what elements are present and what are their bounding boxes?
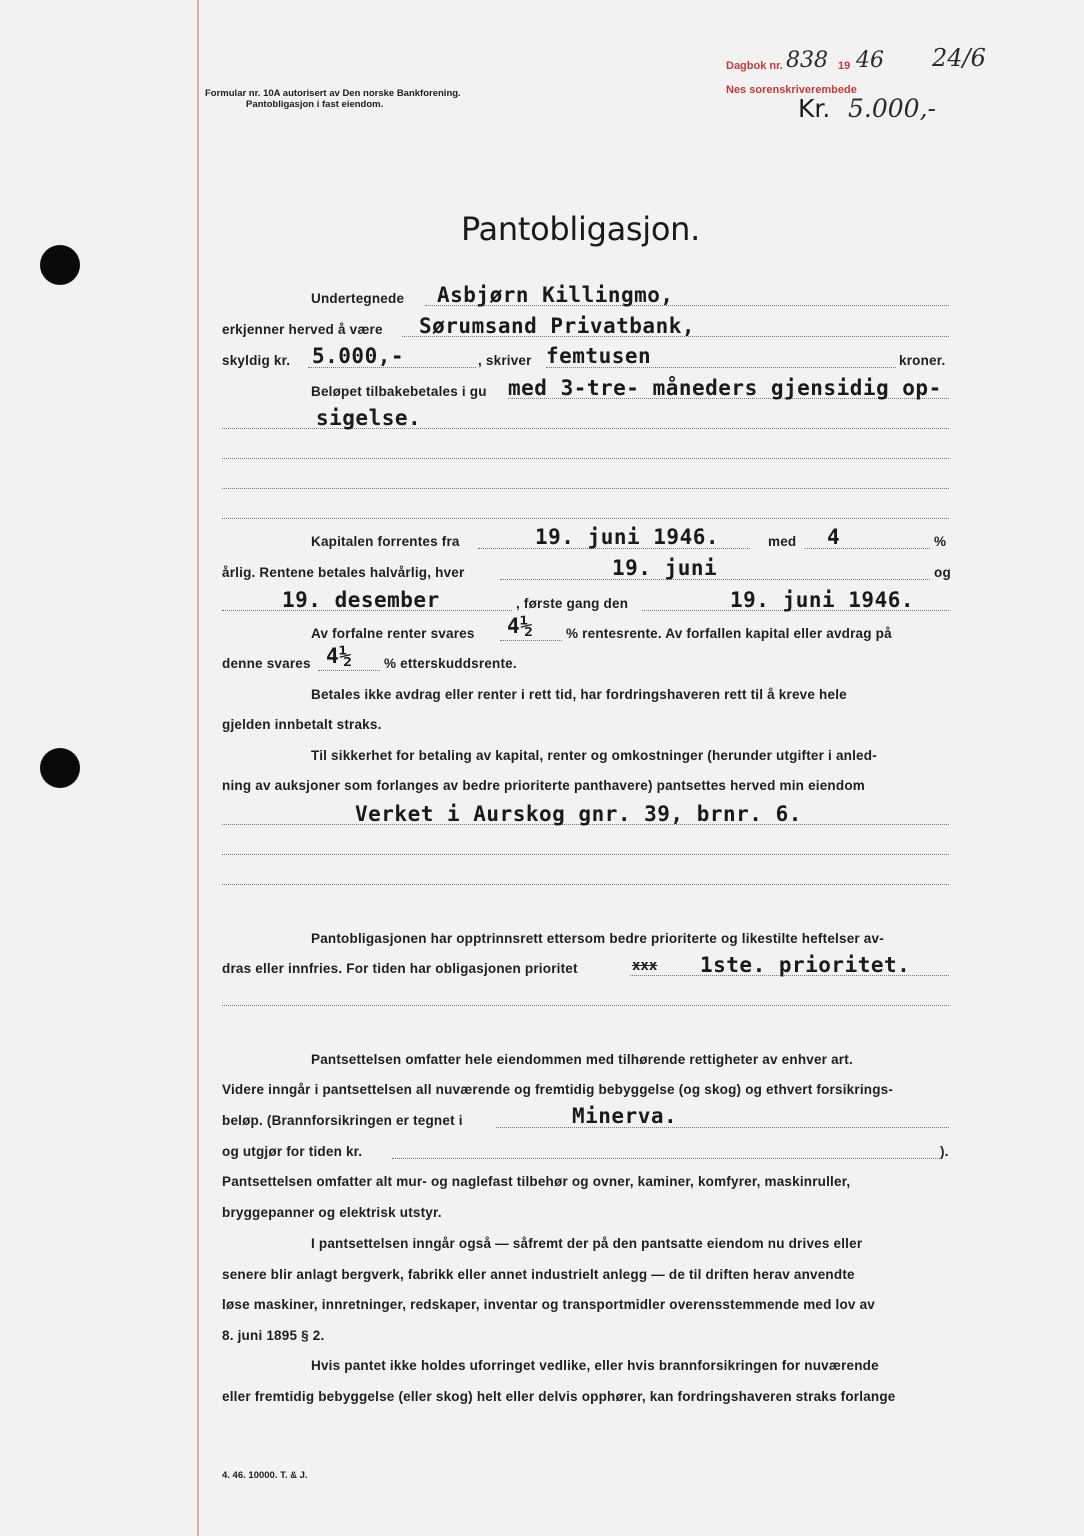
stamp-date: 24/6 [932, 44, 986, 72]
line [318, 670, 380, 671]
property-value: Verket i Aurskog gnr. 39, brnr. 6. [355, 802, 802, 826]
line [222, 854, 949, 855]
pay-date-2: 19. desember [282, 588, 440, 612]
priority-text-2: dras eller innfries. For tiden har obligasjonen prioritet [222, 961, 578, 976]
repay-value-2: sigelse. [316, 406, 422, 430]
priority-text-1: Pantobligasjonen har opptrinnsrett ettersom bedre prioriterte og likestilte heftelser av- [311, 931, 884, 946]
punch-hole [40, 245, 80, 285]
fixtures-text-1: Pantsettelsen omfatter alt mur- og naglefast tilbehør og ovner, kaminer, komfyrer, maskinruller, [222, 1174, 851, 1189]
default-text-2: gjelden innbetalt straks. [222, 717, 382, 732]
currency-label: kroner. [899, 353, 946, 368]
creditor-label: erkjenner herved å være [222, 322, 383, 337]
late-rate: 4½ [326, 644, 353, 668]
industry-text-3: løse maskiner, innretninger, redskaper, inventar og transportmidler overensstemmende med lov av [222, 1297, 875, 1312]
stamp-diary-label: Dagbok nr. [726, 60, 783, 72]
page-title: Pantobligasjon. [461, 210, 700, 248]
pay-date-1: 19. juni [612, 556, 718, 580]
print-info: 4. 46. 10000. T. & J. [222, 1470, 308, 1481]
priority-strikeout: xxx [632, 958, 658, 974]
line [500, 640, 562, 641]
scope-text-1: Pantsettelsen omfatter hele eiendommen med tilhørende rettigheter av enhver art. [311, 1052, 853, 1067]
line [222, 518, 949, 519]
line [805, 548, 930, 549]
insurer-value: Minerva. [572, 1104, 678, 1128]
first-label: , første gang den [516, 596, 629, 611]
security-text-2: ning av auksjoner som forlanges av bedre prioriterte panthavere) pantsettes herved min eiendom [222, 778, 865, 793]
undersigned-value: Asbjørn Killingmo, [437, 283, 674, 307]
line [392, 1158, 940, 1159]
undersigned-label: Undertegnede [311, 291, 405, 306]
words-value: femtusen [546, 344, 652, 368]
line [222, 1005, 949, 1006]
scope-text-3: beløp. (Brannforsikringen er tegnet i [222, 1113, 463, 1128]
with-label: med [768, 534, 797, 549]
stamp-year: 46 [856, 48, 884, 73]
line [222, 488, 949, 489]
scope-text-4-end: ). [940, 1144, 949, 1159]
industry-text-1: I pantsettelsen inngår også — såfremt der på den pantsatte eiendom nu drives eller [311, 1236, 863, 1251]
industry-text-2: senere blir anlagt bergverk, fabrikk eller annet industrielt anlegg — de til driften herav anvendte [222, 1267, 855, 1282]
stamp-office: Nes sorenskriverembede [726, 84, 857, 96]
words-label: , skriver [478, 353, 532, 368]
first-date: 19. juni 1946. [730, 588, 915, 612]
percent-sign: % [934, 534, 947, 549]
overdue-label: Av forfalne renter svares [311, 626, 475, 641]
amount-value: 5.000,- [312, 344, 405, 368]
repay-value-1: med 3-tre- måneders gjensidig op- [508, 376, 942, 400]
interest-rate: 4 [827, 525, 841, 549]
maintenance-text-2: eller fremtidig bebyggelse (eller skog) helt eller delvis opphører, kan fordringshaveren straks forlange [222, 1389, 896, 1404]
overdue-rate: 4½ [507, 614, 534, 638]
fixtures-text-2: bryggepanner og elektrisk utstyr. [222, 1205, 442, 1220]
capital-from-date: 19. juni 1946. [535, 525, 720, 549]
priority-value: 1ste. prioritet. [700, 953, 911, 977]
amount-label: skyldig kr. [222, 353, 291, 368]
amount-header-label: Kr. [798, 94, 831, 123]
line [222, 458, 949, 459]
margin-line [197, 0, 199, 1536]
security-text-1: Til sikkerhet for betaling av kapital, renter og omkostninger (herunder utgifter i anled- [311, 748, 877, 763]
scope-text-2: Videre inngår i pantsettelsen all nuværende og fremtidig bebyggelse (og skog) og ethvert forsikrings- [222, 1082, 894, 1097]
industry-text-4: 8. juni 1895 § 2. [222, 1328, 325, 1343]
maintenance-text-1: Hvis pantet ikke holdes uforringet vedlike, eller hvis brannforsikringen for nuværende [311, 1358, 879, 1373]
line [496, 1127, 949, 1128]
default-text-1: Betales ikke avdrag eller renter i rett tid, har fordringshaveren rett til å kreve hele [311, 687, 847, 702]
amount-header-value: 5.000,- [848, 94, 936, 123]
form-line-2: Pantobligasjon i fast eiendom. [246, 99, 384, 110]
scope-text-4: og utgjør for tiden kr. [222, 1144, 363, 1159]
late-suffix: % etterskuddsrente. [384, 656, 517, 671]
form-line-1: Formular nr. 10A autorisert av Den norske Bankforening. [205, 88, 461, 99]
annual-label: årlig. Rentene betales halvårlig, hver [222, 565, 465, 580]
and-label: og [934, 565, 951, 580]
overdue-suffix: % rentesrente. Av forfallen kapital eller avdrag på [566, 626, 892, 641]
stamp-year-prefix: 19 [838, 60, 851, 72]
capital-label: Kapitalen forrentes fra [311, 534, 460, 549]
punch-hole [40, 748, 80, 788]
late-label: denne svares [222, 656, 311, 671]
repay-label: Beløpet tilbakebetales i gu [311, 384, 487, 399]
line [222, 884, 949, 885]
stamp-diary-number: 838 [786, 48, 828, 73]
creditor-value: Sørumsand Privatbank, [419, 314, 696, 338]
